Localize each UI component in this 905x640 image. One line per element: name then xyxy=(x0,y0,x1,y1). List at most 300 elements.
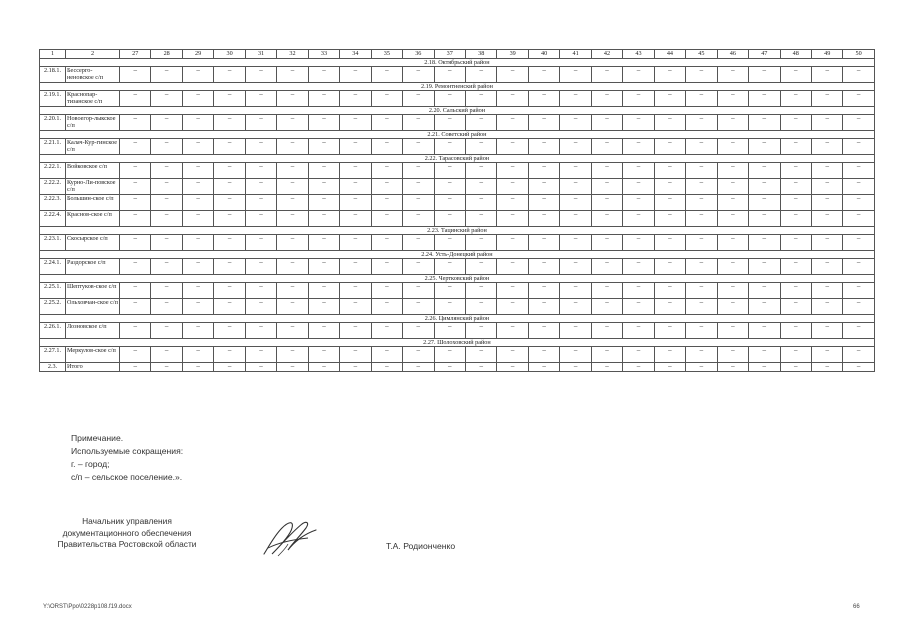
column-header: 36 xyxy=(403,50,434,59)
value-cell: – xyxy=(717,283,748,299)
value-cell: – xyxy=(308,235,339,251)
value-cell: – xyxy=(749,259,780,275)
value-cell: – xyxy=(434,195,465,211)
value-cell: – xyxy=(717,115,748,131)
handwritten-signature xyxy=(258,518,320,560)
value-cell: – xyxy=(371,235,402,251)
value-cell: – xyxy=(371,67,402,83)
section-row xyxy=(40,251,875,259)
settlement-name: Итого xyxy=(66,363,120,372)
value-cell: – xyxy=(591,283,622,299)
settlement-name: Бессерго-неновское с/п xyxy=(66,67,120,83)
value-cell: – xyxy=(686,163,717,179)
value-cell: – xyxy=(654,211,685,227)
value-cell: – xyxy=(560,347,591,363)
value-cell: – xyxy=(591,115,622,131)
value-cell: – xyxy=(780,139,811,155)
value-cell: – xyxy=(182,283,213,299)
value-cell: – xyxy=(591,235,622,251)
value-cell: – xyxy=(591,299,622,315)
value-cell: – xyxy=(811,91,842,107)
value-cell: – xyxy=(560,179,591,195)
value-cell: – xyxy=(749,91,780,107)
value-cell: – xyxy=(560,115,591,131)
value-cell: – xyxy=(749,163,780,179)
value-cell: – xyxy=(371,91,402,107)
value-cell: – xyxy=(151,211,182,227)
value-cell: – xyxy=(308,195,339,211)
row-number: 2.3. xyxy=(40,363,66,372)
value-cell: – xyxy=(623,235,654,251)
value-cell: – xyxy=(371,347,402,363)
value-cell: – xyxy=(717,235,748,251)
value-cell: – xyxy=(465,67,496,83)
value-cell: – xyxy=(780,259,811,275)
value-cell: – xyxy=(371,211,402,227)
section-row xyxy=(40,131,875,139)
value-cell: – xyxy=(497,347,528,363)
value-cell: – xyxy=(465,179,496,195)
value-cell: – xyxy=(245,211,276,227)
table-row xyxy=(40,115,875,131)
value-cell: – xyxy=(434,347,465,363)
value-cell: – xyxy=(528,363,559,372)
value-cell: – xyxy=(371,179,402,195)
value-cell: – xyxy=(686,179,717,195)
value-cell: – xyxy=(843,115,874,131)
value-cell: – xyxy=(214,211,245,227)
settlement-name: Калач-Кур-гинское с/п xyxy=(66,139,120,155)
table-row xyxy=(40,195,875,211)
value-cell: – xyxy=(120,179,151,195)
table-row xyxy=(40,67,875,83)
value-cell: – xyxy=(403,67,434,83)
column-header: 50 xyxy=(843,50,874,59)
value-cell: – xyxy=(308,67,339,83)
value-cell: – xyxy=(717,195,748,211)
value-cell: – xyxy=(654,347,685,363)
value-cell: – xyxy=(591,91,622,107)
value-cell: – xyxy=(151,347,182,363)
value-cell: – xyxy=(340,139,371,155)
value-cell: – xyxy=(371,283,402,299)
value-cell: – xyxy=(465,347,496,363)
section-row xyxy=(40,315,875,323)
district-heading: 2.27. Шолоховский район xyxy=(40,339,875,347)
table-row xyxy=(40,283,875,299)
value-cell: – xyxy=(654,299,685,315)
value-cell: – xyxy=(214,347,245,363)
value-cell: – xyxy=(308,323,339,339)
value-cell: – xyxy=(843,235,874,251)
value-cell: – xyxy=(403,179,434,195)
value-cell: – xyxy=(308,211,339,227)
settlement-name: Новоегор-лыкское с/п xyxy=(66,115,120,131)
value-cell: – xyxy=(277,163,308,179)
value-cell: – xyxy=(434,163,465,179)
signatory-name: Т.А. Родионченко xyxy=(386,541,456,551)
value-cell: – xyxy=(151,323,182,339)
value-cell: – xyxy=(245,67,276,83)
table-row xyxy=(40,91,875,107)
value-cell: – xyxy=(151,283,182,299)
value-cell: – xyxy=(182,163,213,179)
value-cell: – xyxy=(560,195,591,211)
settlement-name: Войковское с/п xyxy=(66,163,120,179)
value-cell: – xyxy=(623,139,654,155)
value-cell: – xyxy=(497,323,528,339)
value-cell: – xyxy=(623,259,654,275)
value-cell: – xyxy=(371,195,402,211)
value-cell: – xyxy=(403,299,434,315)
value-cell: – xyxy=(623,363,654,372)
value-cell: – xyxy=(245,195,276,211)
value-cell: – xyxy=(780,235,811,251)
column-header: 42 xyxy=(591,50,622,59)
value-cell: – xyxy=(623,67,654,83)
value-cell: – xyxy=(686,115,717,131)
section-row xyxy=(40,83,875,91)
value-cell: – xyxy=(749,67,780,83)
value-cell: – xyxy=(403,139,434,155)
value-cell: – xyxy=(277,259,308,275)
value-cell: – xyxy=(654,139,685,155)
value-cell: – xyxy=(654,195,685,211)
column-header: 40 xyxy=(528,50,559,59)
value-cell: – xyxy=(182,323,213,339)
value-cell: – xyxy=(717,323,748,339)
value-cell: – xyxy=(465,323,496,339)
value-cell: – xyxy=(686,211,717,227)
value-cell: – xyxy=(308,179,339,195)
value-cell: – xyxy=(182,363,213,372)
value-cell: – xyxy=(277,323,308,339)
value-cell: – xyxy=(182,91,213,107)
value-cell: – xyxy=(120,259,151,275)
value-cell: – xyxy=(340,259,371,275)
value-cell: – xyxy=(528,163,559,179)
value-cell: – xyxy=(560,363,591,372)
value-cell: – xyxy=(403,195,434,211)
value-cell: – xyxy=(780,299,811,315)
value-cell: – xyxy=(182,211,213,227)
column-header: 38 xyxy=(465,50,496,59)
value-cell: – xyxy=(340,179,371,195)
value-cell: – xyxy=(811,347,842,363)
value-cell: – xyxy=(465,299,496,315)
value-cell: – xyxy=(560,163,591,179)
value-cell: – xyxy=(434,139,465,155)
value-cell: – xyxy=(591,259,622,275)
value-cell: – xyxy=(654,91,685,107)
value-cell: – xyxy=(214,67,245,83)
value-cell: – xyxy=(434,259,465,275)
value-cell: – xyxy=(308,139,339,155)
value-cell: – xyxy=(528,195,559,211)
value-cell: – xyxy=(214,139,245,155)
value-cell: – xyxy=(340,363,371,372)
table-row xyxy=(40,211,875,227)
value-cell: – xyxy=(780,363,811,372)
value-cell: – xyxy=(591,179,622,195)
value-cell: – xyxy=(403,235,434,251)
value-cell: – xyxy=(654,283,685,299)
settlement-name: Шептуков-ское с/п xyxy=(66,283,120,299)
value-cell: – xyxy=(560,299,591,315)
value-cell: – xyxy=(120,67,151,83)
value-cell: – xyxy=(843,211,874,227)
value-cell: – xyxy=(403,91,434,107)
row-number: 2.22.2. xyxy=(40,179,66,195)
value-cell: – xyxy=(811,323,842,339)
value-cell: – xyxy=(245,115,276,131)
column-header: 44 xyxy=(654,50,685,59)
value-cell: – xyxy=(717,91,748,107)
value-cell: – xyxy=(403,283,434,299)
value-cell: – xyxy=(780,211,811,227)
value-cell: – xyxy=(497,91,528,107)
value-cell: – xyxy=(151,91,182,107)
value-cell: – xyxy=(371,259,402,275)
column-header: 33 xyxy=(308,50,339,59)
value-cell: – xyxy=(717,139,748,155)
value-cell: – xyxy=(214,179,245,195)
value-cell: – xyxy=(843,67,874,83)
value-cell: – xyxy=(623,347,654,363)
value-cell: – xyxy=(245,299,276,315)
row-number: 2.21.1. xyxy=(40,139,66,155)
value-cell: – xyxy=(623,211,654,227)
value-cell: – xyxy=(749,299,780,315)
value-cell: – xyxy=(465,211,496,227)
value-cell: – xyxy=(497,299,528,315)
value-cell: – xyxy=(434,363,465,372)
value-cell: – xyxy=(277,299,308,315)
value-cell: – xyxy=(654,67,685,83)
value-cell: – xyxy=(528,211,559,227)
value-cell: – xyxy=(686,91,717,107)
value-cell: – xyxy=(717,163,748,179)
settlement-name: Раздорское с/п xyxy=(66,259,120,275)
column-header: 46 xyxy=(717,50,748,59)
column-header: 35 xyxy=(371,50,402,59)
value-cell: – xyxy=(560,323,591,339)
value-cell: – xyxy=(182,139,213,155)
value-cell: – xyxy=(214,283,245,299)
value-cell: – xyxy=(686,323,717,339)
value-cell: – xyxy=(843,299,874,315)
value-cell: – xyxy=(308,91,339,107)
value-cell: – xyxy=(277,283,308,299)
value-cell: – xyxy=(560,283,591,299)
value-cell: – xyxy=(340,323,371,339)
value-cell: – xyxy=(623,283,654,299)
value-cell: – xyxy=(654,163,685,179)
value-cell: – xyxy=(717,347,748,363)
value-cell: – xyxy=(120,323,151,339)
district-heading: 2.20. Сальский район xyxy=(40,107,875,115)
district-heading: 2.19. Ремонтненский район xyxy=(40,83,875,91)
value-cell: – xyxy=(340,283,371,299)
column-header: 1 xyxy=(40,50,66,59)
value-cell: – xyxy=(591,323,622,339)
value-cell: – xyxy=(465,283,496,299)
value-cell: – xyxy=(182,347,213,363)
value-cell: – xyxy=(277,235,308,251)
value-cell: – xyxy=(371,299,402,315)
value-cell: – xyxy=(843,179,874,195)
value-cell: – xyxy=(434,67,465,83)
value-cell: – xyxy=(120,347,151,363)
value-cell: – xyxy=(717,211,748,227)
value-cell: – xyxy=(560,91,591,107)
value-cell: – xyxy=(591,347,622,363)
column-header: 2 xyxy=(66,50,120,59)
value-cell: – xyxy=(749,283,780,299)
value-cell: – xyxy=(811,363,842,372)
value-cell: – xyxy=(151,195,182,211)
table-row xyxy=(40,163,875,179)
value-cell: – xyxy=(528,179,559,195)
value-cell: – xyxy=(245,363,276,372)
data-table xyxy=(39,49,875,372)
value-cell: – xyxy=(465,259,496,275)
value-cell: – xyxy=(308,115,339,131)
value-cell: – xyxy=(811,283,842,299)
value-cell: – xyxy=(654,179,685,195)
column-header: 49 xyxy=(811,50,842,59)
value-cell: – xyxy=(780,347,811,363)
value-cell: – xyxy=(654,259,685,275)
value-cell: – xyxy=(686,139,717,155)
value-cell: – xyxy=(245,139,276,155)
value-cell: – xyxy=(277,139,308,155)
value-cell: – xyxy=(717,363,748,372)
value-cell: – xyxy=(843,283,874,299)
value-cell: – xyxy=(403,163,434,179)
column-header: 29 xyxy=(182,50,213,59)
row-number: 2.22.3. xyxy=(40,195,66,211)
column-header: 47 xyxy=(749,50,780,59)
value-cell: – xyxy=(717,67,748,83)
header-row xyxy=(40,50,875,59)
value-cell: – xyxy=(465,139,496,155)
value-cell: – xyxy=(120,195,151,211)
section-row xyxy=(40,59,875,67)
value-cell: – xyxy=(623,323,654,339)
value-cell: – xyxy=(528,91,559,107)
value-cell: – xyxy=(465,195,496,211)
value-cell: – xyxy=(434,211,465,227)
settlement-name: Краснов-ское с/п xyxy=(66,211,120,227)
value-cell: – xyxy=(151,235,182,251)
district-heading: 2.18. Октябрьский район xyxy=(40,59,875,67)
value-cell: – xyxy=(340,235,371,251)
column-header: 30 xyxy=(214,50,245,59)
settlement-name: Скосырское с/п xyxy=(66,235,120,251)
value-cell: – xyxy=(371,363,402,372)
row-number: 2.24.1. xyxy=(40,259,66,275)
district-heading: 2.21. Советский район xyxy=(40,131,875,139)
value-cell: – xyxy=(528,323,559,339)
table-row xyxy=(40,235,875,251)
settlement-name: Курно-Ли-повское с/п xyxy=(66,179,120,195)
value-cell: – xyxy=(560,211,591,227)
value-cell: – xyxy=(780,323,811,339)
row-number: 2.18.1. xyxy=(40,67,66,83)
table-row xyxy=(40,179,875,195)
value-cell: – xyxy=(120,115,151,131)
value-cell: – xyxy=(843,139,874,155)
value-cell: – xyxy=(434,323,465,339)
value-cell: – xyxy=(497,115,528,131)
settlement-name: Меркулов-ское с/п xyxy=(66,347,120,363)
value-cell: – xyxy=(340,163,371,179)
value-cell: – xyxy=(214,259,245,275)
value-cell: – xyxy=(811,67,842,83)
value-cell: – xyxy=(434,299,465,315)
value-cell: – xyxy=(340,115,371,131)
value-cell: – xyxy=(811,139,842,155)
table-row xyxy=(40,259,875,275)
value-cell: – xyxy=(717,299,748,315)
value-cell: – xyxy=(717,179,748,195)
value-cell: – xyxy=(780,163,811,179)
column-header: 28 xyxy=(151,50,182,59)
row-number: 2.25.2. xyxy=(40,299,66,315)
value-cell: – xyxy=(749,363,780,372)
table-row xyxy=(40,323,875,339)
note-line: Используемые сокращения: xyxy=(71,446,184,456)
value-cell: – xyxy=(308,299,339,315)
value-cell: – xyxy=(497,235,528,251)
value-cell: – xyxy=(591,67,622,83)
value-cell: – xyxy=(623,115,654,131)
value-cell: – xyxy=(403,115,434,131)
value-cell: – xyxy=(686,347,717,363)
value-cell: – xyxy=(811,179,842,195)
footer-file-path: Y:\ORST\Ppo\0228p108.f19.docx xyxy=(43,604,132,610)
value-cell: – xyxy=(686,235,717,251)
value-cell: – xyxy=(811,299,842,315)
section-row xyxy=(40,275,875,283)
district-heading: 2.25. Чертковский район xyxy=(40,275,875,283)
column-header: 27 xyxy=(120,50,151,59)
column-header: 43 xyxy=(623,50,654,59)
value-cell: – xyxy=(340,67,371,83)
value-cell: – xyxy=(749,195,780,211)
value-cell: – xyxy=(151,363,182,372)
value-cell: – xyxy=(182,67,213,83)
value-cell: – xyxy=(780,115,811,131)
value-cell: – xyxy=(371,139,402,155)
column-header: 39 xyxy=(497,50,528,59)
value-cell: – xyxy=(277,211,308,227)
value-cell: – xyxy=(151,259,182,275)
value-cell: – xyxy=(151,115,182,131)
value-cell: – xyxy=(434,179,465,195)
value-cell: – xyxy=(151,179,182,195)
settlement-name: Краснопар-тизанское с/п xyxy=(66,91,120,107)
value-cell: – xyxy=(182,299,213,315)
value-cell: – xyxy=(182,195,213,211)
value-cell: – xyxy=(623,91,654,107)
value-cell: – xyxy=(151,299,182,315)
value-cell: – xyxy=(245,91,276,107)
value-cell: – xyxy=(277,195,308,211)
column-header: 41 xyxy=(560,50,591,59)
value-cell: – xyxy=(277,115,308,131)
